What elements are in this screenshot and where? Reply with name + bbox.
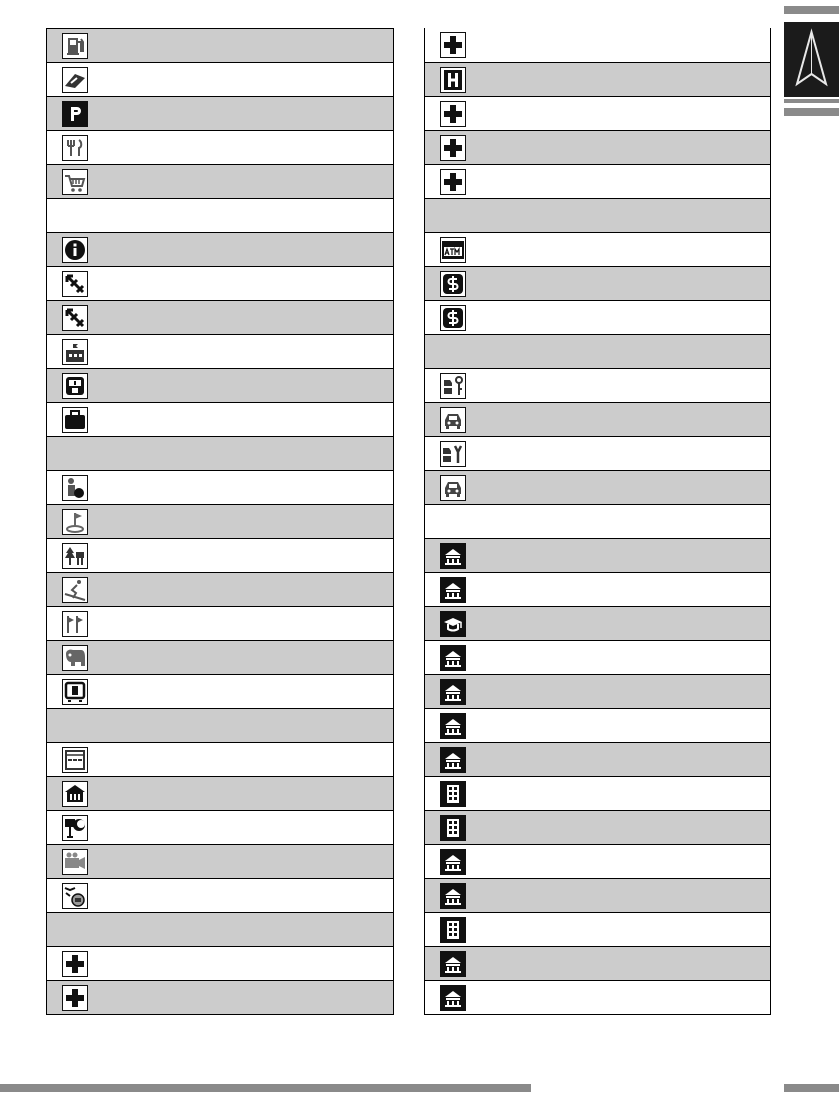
right-table-row — [425, 810, 770, 844]
left-table-row — [47, 300, 393, 334]
hospital-cross-icon — [440, 135, 466, 161]
left-table-row — [47, 810, 393, 844]
right-table-row — [425, 96, 770, 130]
public-building-icon — [440, 577, 466, 603]
right-table — [424, 28, 771, 1015]
footer-bar-right — [784, 1084, 839, 1092]
right-table-row — [425, 606, 770, 640]
skiing-icon — [62, 577, 88, 603]
amusement-park-icon — [62, 679, 88, 705]
public-building-icon — [440, 679, 466, 705]
public-building-icon — [440, 985, 466, 1011]
left-table-row — [47, 776, 393, 810]
left-table-row — [47, 470, 393, 504]
hospital-h-icon — [440, 67, 466, 93]
right-table-row — [425, 878, 770, 912]
park-icon — [62, 543, 88, 569]
museum-icon — [62, 781, 88, 807]
public-building-icon — [440, 713, 466, 739]
left-table-row — [47, 232, 393, 266]
left-table-row — [47, 334, 393, 368]
shopping-cart-icon — [62, 169, 88, 195]
airport-icon — [62, 271, 88, 297]
right-table-row — [425, 300, 770, 334]
nightlife-icon — [62, 815, 88, 841]
office-building-icon — [440, 917, 466, 943]
atm-icon — [440, 237, 466, 263]
left-table-row — [47, 198, 393, 232]
right-table-row — [425, 912, 770, 946]
left-table-row — [47, 164, 393, 198]
public-building-icon — [440, 849, 466, 875]
tab-bar-mid — [784, 99, 839, 103]
right-table-row — [425, 470, 770, 504]
left-table-row — [47, 980, 393, 1014]
left-table-row — [47, 844, 393, 878]
parking-icon — [62, 101, 88, 127]
left-table-row — [47, 878, 393, 912]
train-station-icon — [62, 373, 88, 399]
hospital-cross-icon — [62, 985, 88, 1011]
public-building-icon — [440, 747, 466, 773]
footer-bar-left — [0, 1084, 531, 1092]
tab-bar-top — [784, 6, 839, 14]
navigation-arrow-icon — [784, 22, 839, 97]
cinema-icon — [62, 849, 88, 875]
public-building-icon — [440, 543, 466, 569]
left-table-row — [47, 538, 393, 572]
briefcase-icon — [62, 407, 88, 433]
left-table-row — [47, 504, 393, 538]
right-table-row — [425, 334, 770, 368]
right-table-row — [425, 62, 770, 96]
university-icon — [440, 611, 466, 637]
bank-icon — [440, 305, 466, 331]
fuel-pump-icon — [62, 33, 88, 59]
right-table-row — [425, 776, 770, 810]
car-repair-icon — [440, 441, 466, 467]
public-building-icon — [440, 951, 466, 977]
left-table-row — [47, 96, 393, 130]
post-office-icon — [62, 339, 88, 365]
right-table-row — [425, 674, 770, 708]
left-table-row — [47, 640, 393, 674]
right-table-row — [425, 368, 770, 402]
hospital-cross-icon — [440, 169, 466, 195]
left-table-row — [47, 368, 393, 402]
left-table-row — [47, 130, 393, 164]
public-building-icon — [440, 883, 466, 909]
zoo-icon — [62, 645, 88, 671]
hospital-cross-icon — [440, 32, 466, 58]
left-table-row — [47, 28, 393, 62]
left-table-row — [47, 606, 393, 640]
airport-icon — [62, 305, 88, 331]
left-table-row — [47, 62, 393, 96]
right-table-row — [425, 742, 770, 776]
car-icon — [440, 407, 466, 433]
office-building-icon — [440, 781, 466, 807]
hospital-cross-icon — [440, 101, 466, 127]
left-table-row — [47, 946, 393, 980]
public-building-icon — [440, 645, 466, 671]
right-table-row — [425, 980, 770, 1014]
office-building-icon — [440, 815, 466, 841]
left-table-row — [47, 912, 393, 946]
left-table-row — [47, 742, 393, 776]
left-table — [46, 28, 394, 1015]
flags-icon — [62, 611, 88, 637]
right-table-row — [425, 266, 770, 300]
bowling-icon — [62, 475, 88, 501]
golf-icon — [62, 509, 88, 535]
right-table-row — [425, 28, 770, 62]
right-table-row — [425, 538, 770, 572]
navigation-tab[interactable] — [784, 6, 839, 116]
right-table-row — [425, 130, 770, 164]
bank-icon — [440, 271, 466, 297]
right-table-row — [425, 504, 770, 538]
right-table-row — [425, 402, 770, 436]
right-table-row — [425, 946, 770, 980]
navigation-tab-box[interactable] — [784, 22, 839, 97]
tab-bar-bottom — [784, 108, 839, 116]
right-table-row — [425, 708, 770, 742]
right-table-row — [425, 844, 770, 878]
right-table-row — [425, 198, 770, 232]
casino-icon — [62, 883, 88, 909]
hospital-cross-icon — [62, 951, 88, 977]
information-icon — [62, 237, 88, 263]
road-icon — [62, 67, 88, 93]
right-table-row — [425, 232, 770, 266]
theatre-icon — [62, 747, 88, 773]
left-table-row — [47, 708, 393, 742]
right-table-row — [425, 572, 770, 606]
restaurant-icon — [62, 135, 88, 161]
left-table-row — [47, 572, 393, 606]
left-table-row — [47, 674, 393, 708]
car-service-icon — [440, 373, 466, 399]
left-table-row — [47, 266, 393, 300]
right-table-row — [425, 436, 770, 470]
car-icon — [440, 475, 466, 501]
right-table-row — [425, 640, 770, 674]
left-table-row — [47, 402, 393, 436]
left-table-row — [47, 436, 393, 470]
right-table-row — [425, 164, 770, 198]
